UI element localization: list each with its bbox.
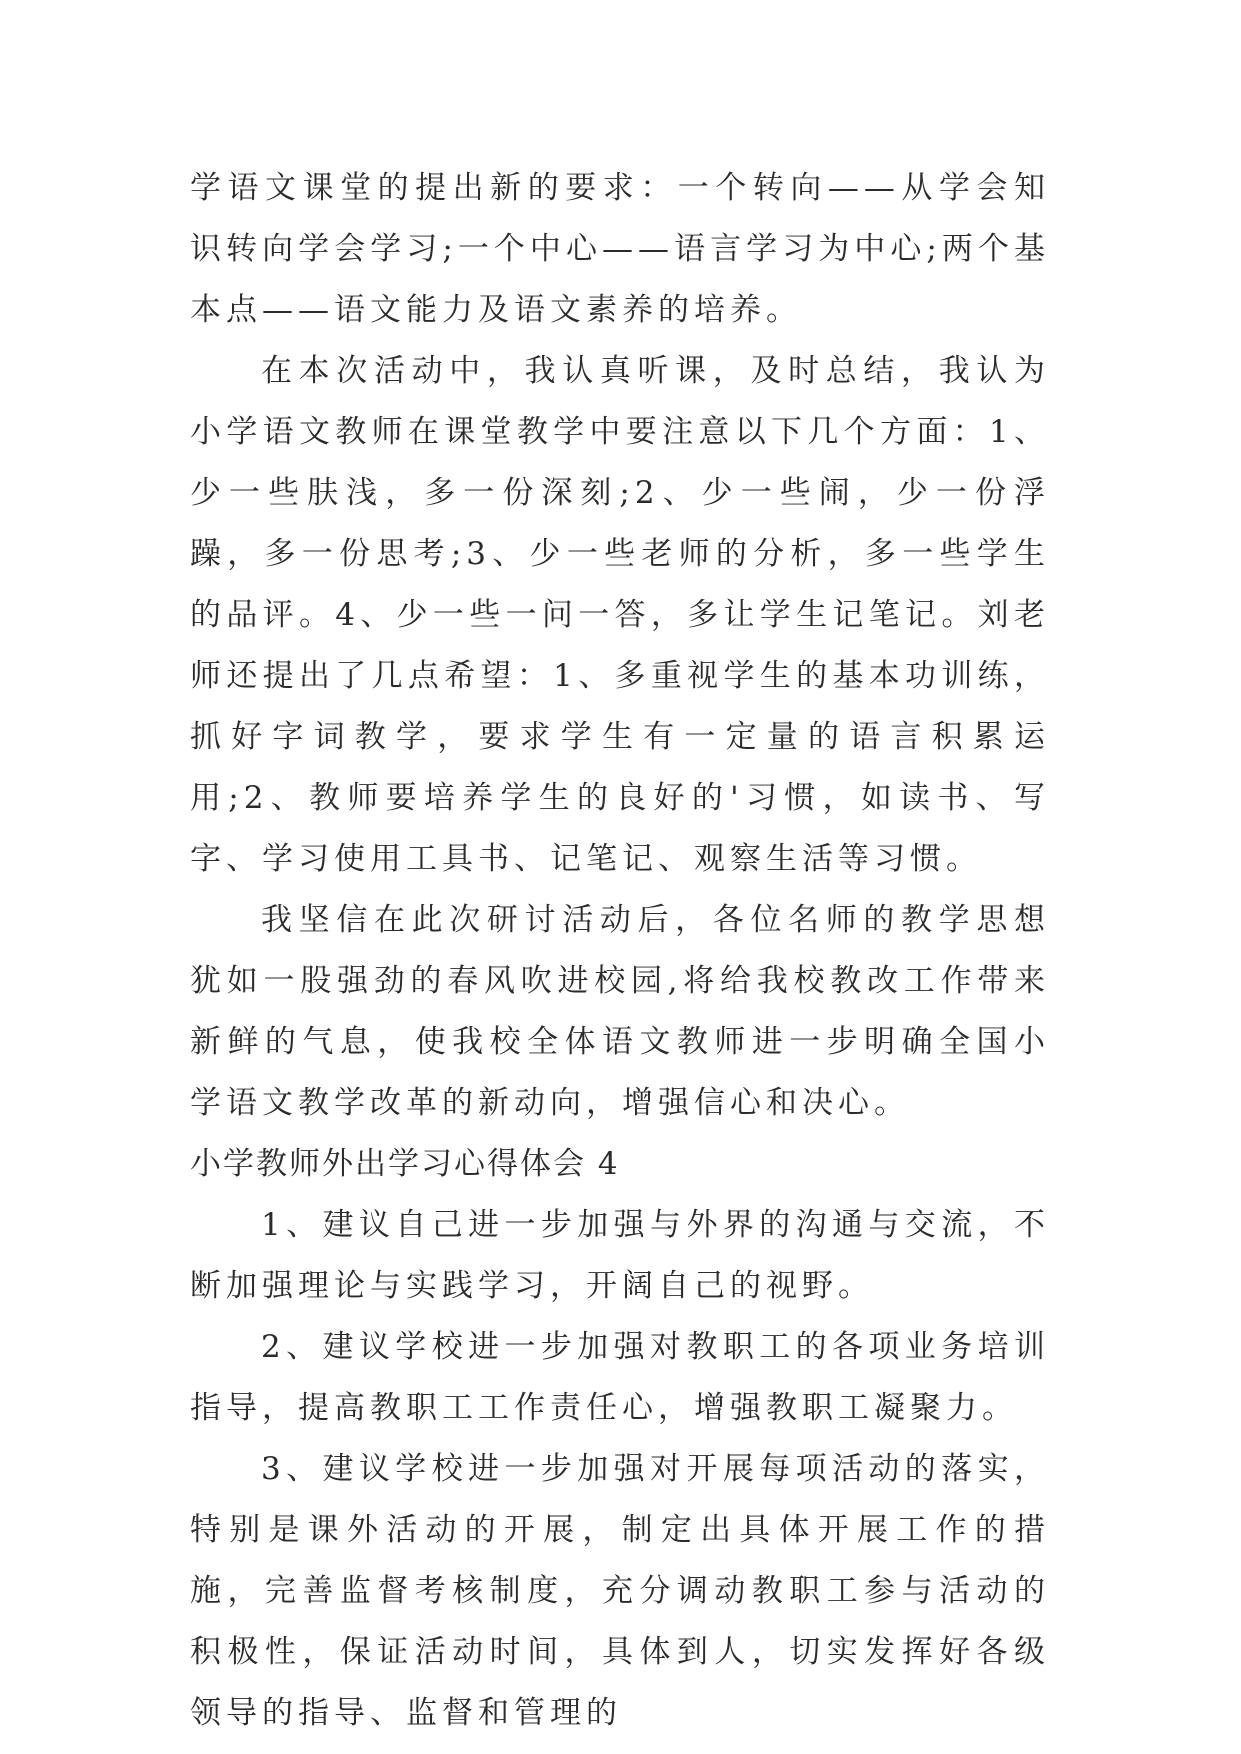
paragraph-3: 我坚信在此次研讨活动后，各位名师的教学思想犹如一股强劲的春风吹进校园,将给我校教改工作带来新鲜的气息，使我校全体语文教师进一步明确全国小学语文教学改革的新动向，增强信心和决心。 [190, 902, 1050, 1121]
list-item-2: 2、建议学校进一步加强对教职工的各项业务培训指导，提高教职工工作责任心，增强教职工凝聚力。 [190, 1329, 1050, 1426]
list-item-1: 1、建议自己进一步加强与外界的沟通与交流，不断加强理论与实践学习，开阔自己的视野。 [190, 1207, 1050, 1304]
paragraph-2: 在本次活动中，我认真听课，及时总结，我认为小学语文教师在课堂教学中要注意以下几个方面：1、少一些肤浅，多一份深刻;2、少一些闹，少一份浮躁，多一份思考;3、少一些老师的分析，多一些学生的品评。4、少一些一问一答，多让学生记笔记。刘老师还提出了几点希望：1、多重视学生的基本功训练，抓好字词教学，要求学生有一定量的语言积累运用;2、教师要培养学生的良好的'习惯，如读书、写字、学习使用工具书、记笔记、观察生活等习惯。 [190, 353, 1050, 877]
section-heading: 小学教师外出学习心得体会 4 [190, 1146, 620, 1182]
list-item-3: 3、建议学校进一步加强对开展每项活动的落实，特别是课外活动的开展，制定出具体开展工作的措施，完善监督考核制度，充分调动教职工参与活动的积极性，保证活动时间，具体到人，切实发挥好各级领导的指导、监督和管理的 [190, 1451, 1050, 1731]
paragraph-1: 学语文课堂的提出新的要求：一个转向——从学会知识转向学会学习;一个中心——语言学习为中心;两个基本点——语文能力及语文素养的培养。 [190, 170, 1050, 328]
document-body [190, 158, 1050, 1744]
